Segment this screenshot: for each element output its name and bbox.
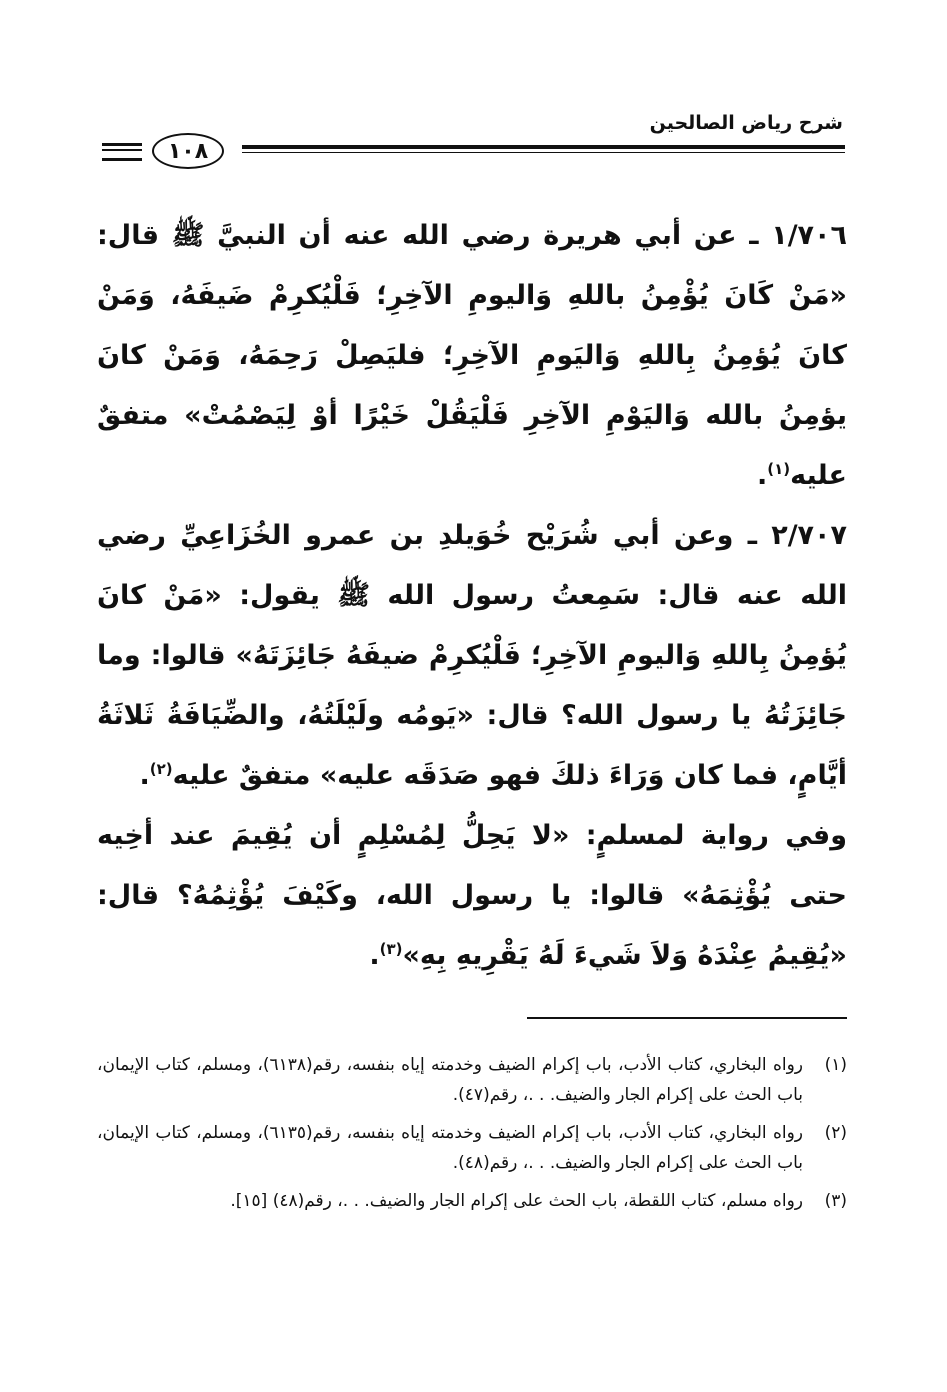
- footnote-mark: (١): [824, 1055, 847, 1075]
- footnote-ref-3: (٣): [379, 940, 403, 958]
- footnotes: [97, 1050, 847, 1224]
- footnote-mark: (٣): [824, 1191, 847, 1211]
- footnote-text: رواه مسلم، كتاب اللقطة، باب الحث على إكرام الجار والضيف. . .، رقم(٤٨) [١٥].: [230, 1191, 803, 1211]
- hadith-paragraph-707: ٢/٧٠٧ ـ وعن أبي شُرَيْح خُوَيلدِ بن عمرو الخُزَاعِيِّ رضي الله عنه قال: سَمِعتُ رسول الله ﷺ يقول: «مَنْ كانَ يُؤمِنُ بِاللهِ وَاليومِ الآخِرِ؛ فَلْيُكرِمْ ضيفَهُ جَائِزَتَهُ» قالوا: وما جَائِزَتُهُ يا رسول الله؟ قال: «يَومُه ولَيْلَتُهُ، والضِّيَافَةُ ثَلاثَةُ أيَّامٍ، فما كان وَرَاءَ ذلكَ فهو صَدَقَه عليه» متفقٌ عليه$^{(٢)}$.: [97, 520, 847, 791]
- paragraph-text: ٢/٧٠٧ ـ وعن أبي شُرَيْح خُوَيلدِ بن عمرو الخُزَاعِيِّ رضي الله عنه قال: سَمِعتُ رسول الله ﷺ يقول: «مَنْ كانَ يُؤمِنُ بِاللهِ وَاليومِ الآخِرِ؛ فَلْيُكرِمْ ضيفَهُ جَائِزَتَهُ» قالوا: وما جَائِزَتُهُ يا رسول الله؟ قال: «يَومُه ولَيْلَتُهُ، والضِّيَافَةُ ثَلاثَةُ أيَّامٍ، فما كان وَرَاءَ ذلكَ فهو صَدَقَه عليه» متفقٌ عليه: [97, 520, 847, 791]
- footnote-3: [97, 1186, 847, 1216]
- footnote-2: [97, 1118, 847, 1178]
- footnote-1: [97, 1050, 847, 1110]
- running-header-title: شرح رياض الصالحين: [649, 112, 843, 134]
- paragraph-text: وفي رواية لمسلمٍ: «لا يَحِلُّ لِمُسْلِمٍ أن يُقِيمَ عند أخِيه حتى يُؤْثِمَهُ» قالوا: يا رسول الله، وكَيْفَ يُؤْثِمُهُ؟ قال: «يُقِيمُ عِنْدَهُ وَلاَ شَيءَ لَهُ يَقْرِيهِ بِهِ»: [97, 820, 847, 971]
- footnote-ref-2: (٢): [149, 760, 173, 778]
- page-number-lines: [102, 143, 142, 161]
- page-number-text: ١٠٨: [167, 138, 209, 164]
- page-number-ornament: [102, 133, 242, 173]
- paragraph-text: ١/٧٠٦ ـ عن أبي هريرة رضي الله عنه أن النبيَّ ﷺ قال: «مَنْ كَانَ يُؤْمِنُ باللهِ وَاليومِ الآخِرِ؛ فَلْيُكرِمْ ضَيفَهُ، وَمَنْ كانَ يُؤمِنُ بِاللهِ وَاليَومِ الآخِرِ؛ فليَصِلْ رَحِمَهُ، وَمَنْ كانَ يؤمِنُ بالله وَاليَوْمِ الآخِرِ فَلْيَقُلْ خَيْرًا أوْ لِيَصْمُتْ» متفقٌ عليه: [97, 220, 847, 491]
- footnote-text: رواه البخاري، كتاب الأدب، باب إكرام الضيف وخدمته إياه بنفسه، رقم(٦١٣٥)، ومسلم، كتاب الإيمان، باب الحث على إكرام الجار والضيف. . .، رقم(٤٨).: [97, 1123, 804, 1173]
- hadith-paragraph-706: ١/٧٠٦ ـ عن أبي هريرة رضي الله عنه أن النبيَّ ﷺ قال: «مَنْ كَانَ يُؤْمِنُ باللهِ وَاليومِ الآخِرِ؛ فَلْيُكرِمْ ضَيفَهُ، وَمَنْ كانَ يُؤمِنُ بِاللهِ وَاليَومِ الآخِرِ؛ فليَصِلْ رَحِمَهُ، وَمَنْ كانَ يؤمِنُ بالله وَاليَوْمِ الآخِرِ فَلْيَقُلْ خَيْرًا أوْ لِيَصْمُتْ» متفقٌ عليه$^{(١)}$.: [97, 220, 847, 491]
- footnote-ref-1: (١): [767, 460, 791, 478]
- page-number: [152, 133, 224, 169]
- footnote-separator: [527, 1017, 847, 1019]
- muslim-narration-paragraph: وفي رواية لمسلمٍ: «لا يَحِلُّ لِمُسْلِمٍ أن يُقِيمَ عند أخِيه حتى يُؤْثِمَهُ» قالوا: يا رسول الله، وكَيْفَ يُؤْثِمُهُ؟ قال: «يُقِيمُ عِنْدَهُ وَلاَ شَيءَ لَهُ يَقْرِيهِ بِهِ»$^{(٣)}$.: [97, 820, 847, 971]
- main-text: [97, 206, 847, 986]
- footnote-mark: (٢): [824, 1123, 847, 1143]
- footnote-text: رواه البخاري، كتاب الأدب، باب إكرام الضيف وخدمته إياه بنفسه، رقم(٦١٣٨)، ومسلم، كتاب الإيمان، باب الحث على إكرام الجار والضيف. . .، رقم(٤٧).: [97, 1055, 804, 1105]
